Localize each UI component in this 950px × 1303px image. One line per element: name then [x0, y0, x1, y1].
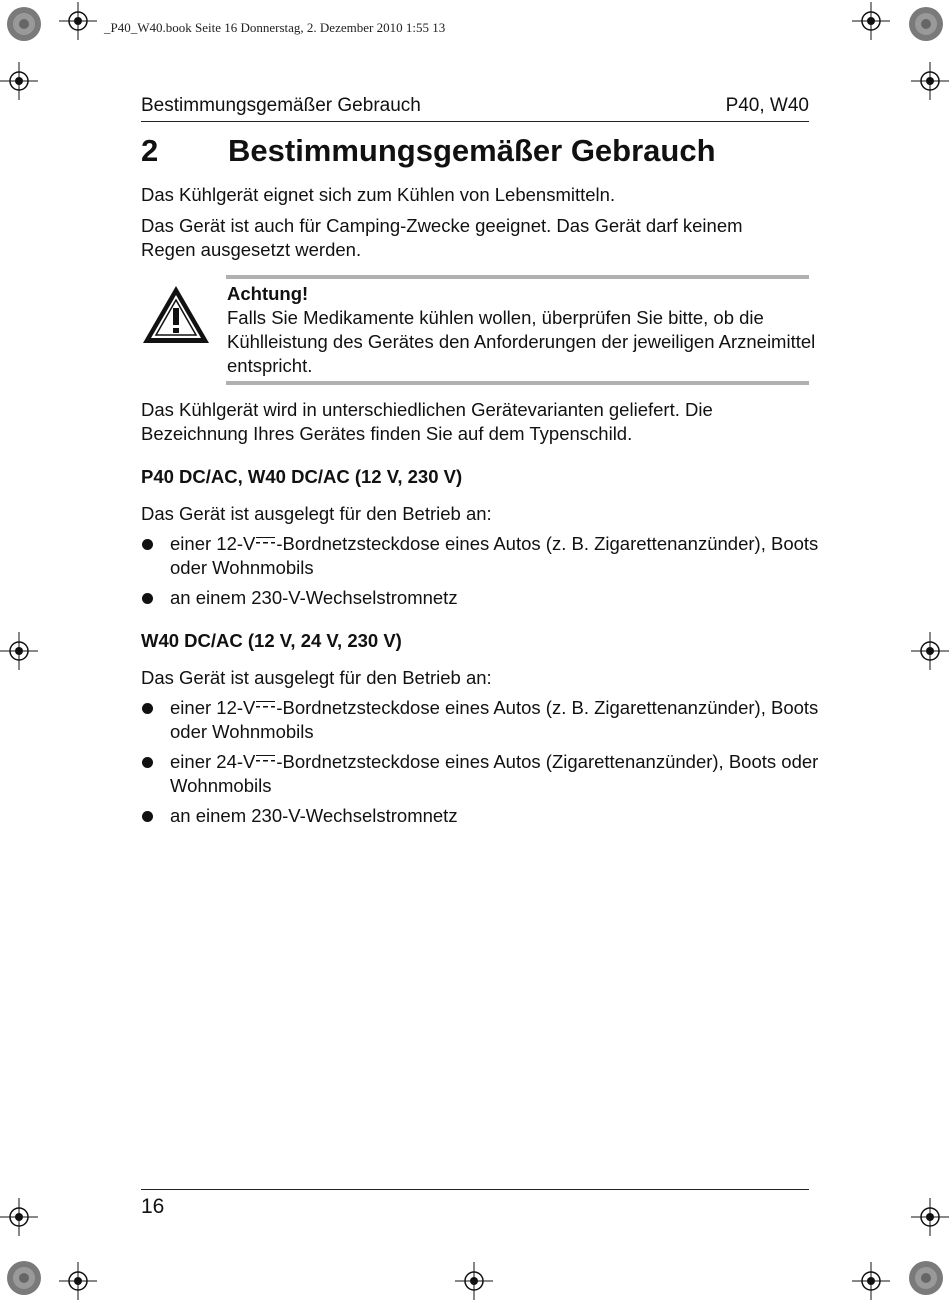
intro-paragraph-2: Das Gerät ist auch für Camping-Zwecke geeignet. Das Gerät darf keinem Regen ausgesetzt werden. — [141, 215, 743, 260]
registration-mark-icon — [911, 1198, 949, 1236]
footer-rule — [141, 1189, 809, 1190]
header-rule — [141, 121, 809, 122]
warning-bottom-rule — [226, 381, 809, 385]
color-wheel-mark-top-right — [908, 6, 944, 42]
running-header-title: Bestimmungsgemäßer Gebrauch — [141, 95, 421, 116]
bullet-icon — [142, 811, 153, 822]
list-item — [141, 586, 821, 610]
list-item-suffix: -Bordnetzsteckdose eines Autos (z. B. Zigarettenanzünder), Boots oder Wohnmobils — [170, 533, 819, 578]
section-heading-p40: P40 DC/AC, W40 DC/AC (12 V, 230 V) — [141, 466, 463, 487]
list-item — [141, 696, 821, 744]
list-item — [141, 750, 821, 798]
registration-mark-icon — [59, 2, 97, 40]
bullet-list-w40 — [141, 696, 821, 828]
warning-text: Falls Sie Medikamente kühlen wollen, überprüfen Sie bitte, ob die Kühlleistung des Gerätes den Anforderungen der jeweiligen Arzneimittel entspricht. — [227, 307, 816, 376]
registration-mark-icon — [911, 632, 949, 670]
dc-symbol-icon — [256, 537, 275, 548]
section-heading-w40: W40 DC/AC (12 V, 24 V, 230 V) — [141, 630, 402, 651]
registration-mark-icon — [59, 1262, 97, 1300]
chapter-heading — [141, 133, 716, 169]
print-info-line: _P40_W40.book Seite 16 Donnerstag, 2. Dezember 2010 1:55 13 — [104, 20, 446, 35]
running-header-model: P40, W40 — [725, 95, 809, 116]
color-wheel-mark-bottom-left — [6, 1260, 42, 1296]
warning-heading: Achtung! — [227, 283, 309, 304]
warning-top-rule — [226, 275, 809, 279]
registration-mark-icon — [852, 1262, 890, 1300]
chapter-number: 2 — [141, 133, 159, 168]
registration-mark-icon — [0, 632, 38, 670]
warning-triangle-icon — [140, 283, 212, 347]
list-item-prefix: einer 12-V — [170, 697, 256, 718]
chapter-title: Bestimmungsgemäßer Gebrauch — [228, 133, 716, 168]
bullet-icon — [142, 757, 153, 768]
registration-mark-icon — [0, 1198, 38, 1236]
registration-mark-icon — [455, 1262, 493, 1300]
dc-symbol-icon — [256, 755, 275, 766]
bullet-list-p40 — [141, 532, 821, 610]
intro-paragraph-1: Das Kühlgerät eignet sich zum Kühlen von Lebensmitteln. — [141, 184, 616, 205]
bullet-icon — [142, 703, 153, 714]
color-wheel-mark-bottom-right — [908, 1260, 944, 1296]
section-lead-w40: Das Gerät ist ausgelegt für den Betrieb an: — [141, 667, 492, 688]
list-item-text: an einem 230-V-Wechselstromnetz — [170, 587, 458, 608]
bullet-icon — [142, 593, 153, 604]
registration-mark-icon — [911, 62, 949, 100]
bullet-icon — [142, 539, 153, 550]
list-item — [141, 804, 821, 828]
list-item-suffix: -Bordnetzsteckdose eines Autos (Zigarettenanzünder), Boots oder Wohnmobils — [170, 751, 819, 796]
variants-paragraph: Das Kühlgerät wird in unterschiedlichen Gerätevarianten geliefert. Die Bezeichnung Ihres Gerätes finden Sie auf dem Typenschild. — [141, 399, 713, 444]
section-lead-p40: Das Gerät ist ausgelegt für den Betrieb an: — [141, 503, 492, 524]
list-item-suffix: -Bordnetzsteckdose eines Autos (z. B. Zigarettenanzünder), Boots oder Wohnmobils — [170, 697, 819, 742]
dc-symbol-icon — [256, 701, 275, 712]
list-item-prefix: einer 12-V — [170, 533, 256, 554]
list-item — [141, 532, 821, 580]
page-number: 16 — [141, 1195, 165, 1218]
registration-mark-icon — [0, 62, 38, 100]
list-item-text: an einem 230-V-Wechselstromnetz — [170, 805, 458, 826]
list-item-prefix: einer 24-V — [170, 751, 256, 772]
color-wheel-mark-top-left — [6, 6, 42, 42]
registration-mark-icon — [852, 2, 890, 40]
